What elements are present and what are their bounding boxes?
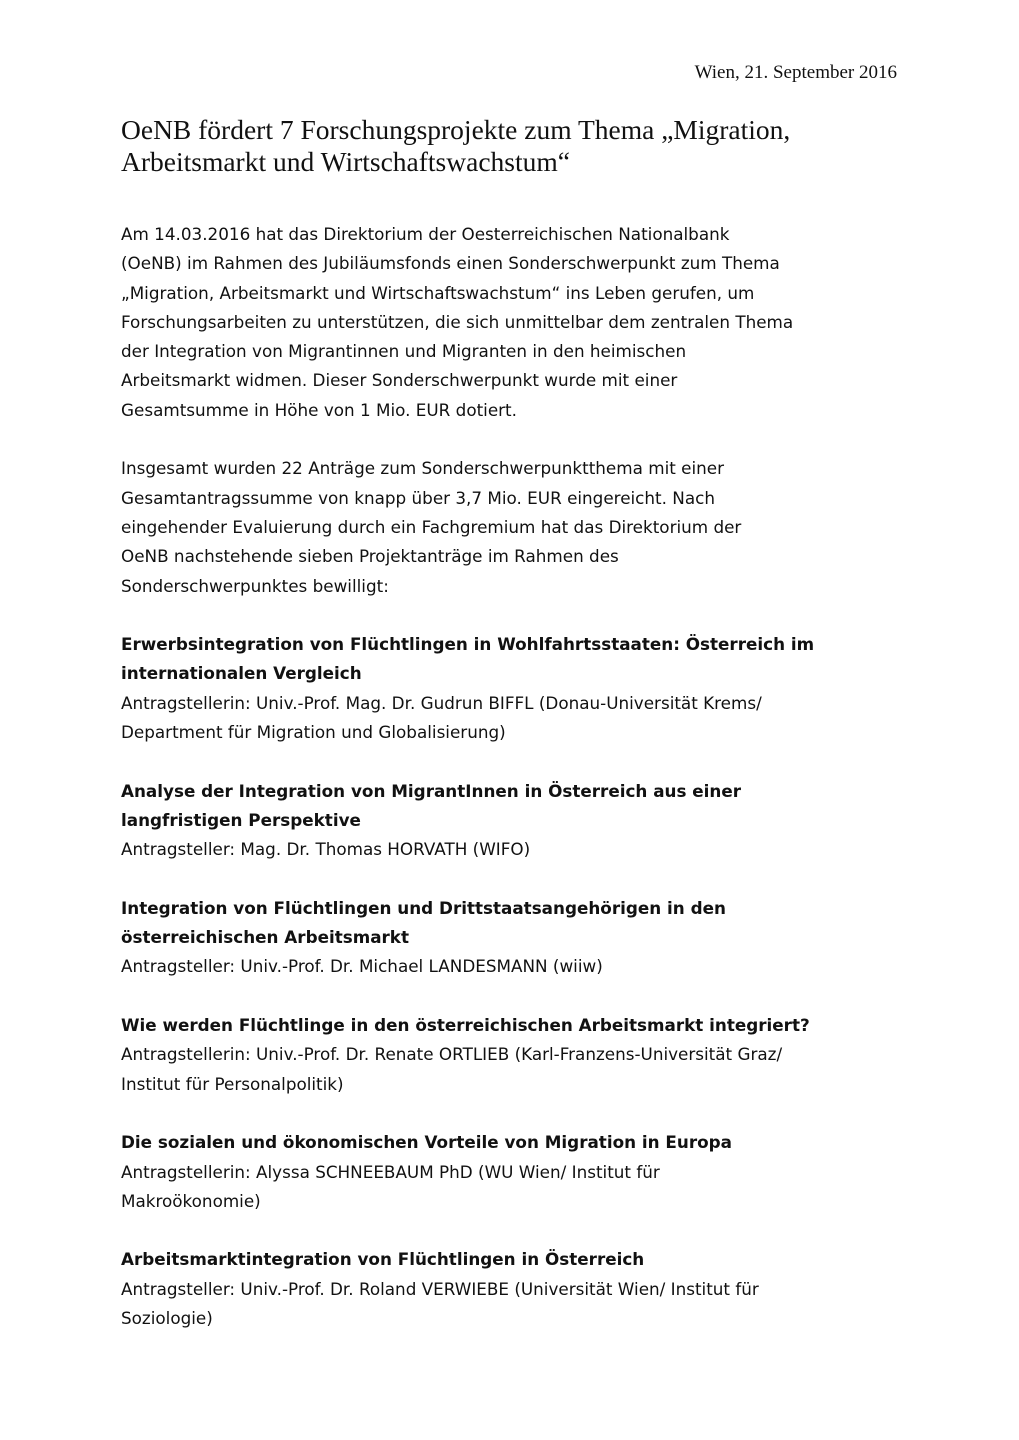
project-title-line: internationalen Vergleich [121,663,362,684]
applicant-line: Antragsteller: Mag. Dr. Thomas HORVATH (WIFO) [121,839,531,860]
paragraph-line: Gesamtantragssumme von knapp über 3,7 Mio. EUR eingereicht. Nach [121,487,715,508]
applicant-line: Soziologie) [121,1307,213,1328]
project-applicant [121,835,921,864]
project-item [121,1011,921,1099]
project-title-line: Die sozialen und ökonomischen Vorteile von Migration in Europa [121,1132,732,1153]
project-applicant [121,952,921,981]
paragraph-line: Forschungsarbeiten zu unterstützen, die sich unmittelbar dem zentralen Thema [121,311,794,332]
project-item [121,894,921,982]
project-item [121,1245,921,1333]
project-title [121,777,921,836]
paragraph-line: „Migration, Arbeitsmarkt und Wirtschaftswachstum“ ins Leben gerufen, um [121,282,755,303]
intro-paragraph [121,220,921,425]
paragraph-line: OeNB nachstehende sieben Projektanträge im Rahmen des [121,546,619,567]
paragraph-line: Sonderschwerpunktes bewilligt: [121,575,389,596]
project-title-line: Integration von Flüchtlingen und Drittstaatsangehörigen in den [121,897,726,918]
document-date: Wien, 21. September 2016 [694,62,897,83]
project-applicant [121,1158,921,1217]
paragraph-line: der Integration von Migrantinnen und Migranten in den heimischen [121,341,687,362]
applicant-line: Makroökonomie) [121,1190,261,1211]
project-applicant [121,689,921,748]
applicant-line: Institut für Personalpolitik) [121,1073,344,1094]
project-title [121,630,921,689]
page-title [121,114,911,178]
project-item [121,1128,921,1216]
title-line: OeNB fördert 7 Forschungsprojekte zum Thema „Migration, [121,114,791,145]
paragraph-line: Am 14.03.2016 hat das Direktorium der Oesterreichischen Nationalbank [121,224,730,244]
project-title-line: Wie werden Flüchtlinge in den österreichischen Arbeitsmarkt integriert? [121,1015,810,1036]
paragraph-line: (OeNB) im Rahmen des Jubiläumsfonds einen Sonderschwerpunkt zum Thema [121,253,780,274]
project-title [121,1128,921,1157]
applicant-line: Department für Migration und Globalisierung) [121,722,506,743]
paragraph-line: Gesamtsumme in Höhe von 1 Mio. EUR dotiert. [121,399,517,420]
project-title-line: Erwerbsintegration von Flüchtlingen in Wohlfahrtsstaaten: Österreich im [121,634,815,655]
project-title-line: langfristigen Perspektive [121,809,361,830]
document-body [121,220,921,1363]
project-title-line: Arbeitsmarktintegration von Flüchtlingen in Österreich [121,1249,645,1270]
applicant-line: Antragsteller: Univ.-Prof. Dr. Michael LANDESMANN (wiiw) [121,956,603,977]
applicant-line: Antragstellerin: Univ.-Prof. Dr. Renate ORTLIEB (Karl-Franzens-Universität Graz/ [121,1044,783,1065]
project-title-line: Analyse der Integration von MigrantInnen in Österreich aus einer [121,780,742,801]
project-item [121,630,921,747]
title-line: Arbeitsmarkt und Wirtschaftswachstum“ [121,146,570,177]
project-title [121,1245,921,1274]
applicant-line: Antragsteller: Univ.-Prof. Dr. Roland VERWIEBE (Universität Wien/ Institut für [121,1278,759,1299]
applicant-line: Antragstellerin: Alyssa SCHNEEBAUM PhD (WU Wien/ Institut für [121,1161,660,1182]
paragraph-line: Insgesamt wurden 22 Anträge zum Sonderschwerpunktthema mit einer [121,458,724,479]
paragraph-line: eingehender Evaluierung durch ein Fachgremium hat das Direktorium der [121,516,742,537]
project-title-line: österreichischen Arbeitsmarkt [121,927,409,948]
project-applicant [121,1275,921,1334]
project-title [121,1011,921,1040]
applicant-line: Antragstellerin: Univ.-Prof. Mag. Dr. Gudrun BIFFL (Donau-Universität Krems/ [121,692,762,713]
project-item [121,777,921,865]
project-applicant [121,1040,921,1099]
summary-paragraph [121,454,921,600]
paragraph-line: Arbeitsmarkt widmen. Dieser Sonderschwerpunkt wurde mit einer [121,370,678,391]
project-title [121,894,921,953]
